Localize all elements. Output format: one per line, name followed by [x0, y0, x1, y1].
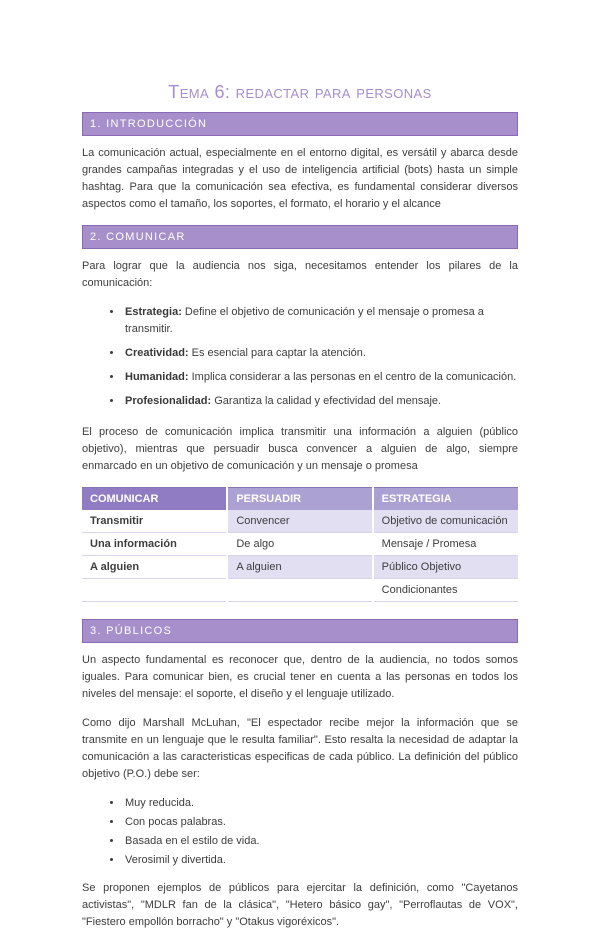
section-heading-publicos: 3. PÚBLICOS	[82, 619, 518, 643]
bullet-label: Estrategia:	[125, 306, 182, 318]
table-cell: Transmitir	[82, 510, 227, 533]
bullet-text: Basada en el estilo de vida.	[125, 835, 260, 847]
bullet-text: Garantiza la calidad y efectividad del mensaje.	[214, 395, 442, 407]
table-cell	[227, 579, 372, 602]
table-cell: Convencer	[227, 510, 372, 533]
table-cell: Objetivo de comunicación	[373, 510, 518, 533]
bullet-text: Verosimil y divertida.	[125, 854, 226, 866]
table-cell: Una información	[82, 533, 227, 556]
bullet-text: Define el objetivo de comunicación y el mensaje o promesa a transmitir.	[125, 306, 484, 335]
section-heading-comunicar: 2. COMUNICAR	[82, 225, 518, 249]
table-header-row	[82, 488, 518, 511]
list-item-humanidad	[123, 369, 518, 386]
table-row	[82, 556, 518, 579]
bullet-text: Muy reducida.	[125, 797, 195, 809]
table-cell: Mensaje / Promesa	[373, 533, 518, 556]
table-cell: De algo	[227, 533, 372, 556]
list-item-estrategia	[123, 304, 518, 338]
table-cell: A alguien	[82, 556, 227, 579]
intro-paragraph: La comunicación actual, especialmente en el entorno digital, es versátil y abarca desde grandes campañas integradas y el uso de inteligencia artificial (bots) hasta un simple hashtag. Para que la comunicación sea efectiva, es fundamental considerar diversos aspectos como el tamaño, los soportes, el formato, el horario y el alcance	[82, 147, 518, 210]
publicos-paragraph-3: Se proponen ejemplos de públicos para ejercitar la definición, como "Cayetanos activistas", "MDLR fan de la clásica", "Hetero básico gay", "Perroflautas de VOX", "Fiestero empollón borracho" y "Otakus vigoréxicos".	[82, 882, 518, 928]
list-item-creatividad	[123, 345, 518, 362]
publicos-paragraph-2: Como dijo Marshall McLuhan, "El espectador recibe mejor la información que se transmite en un lenguaje que le resulta familiar". Esto resalta la necesidad de adaptar la comunicación a las caracteristicas especificas de cada público. La definición del público objetivo (P.O.) debe ser:	[82, 717, 518, 780]
bullet-text: Implica considerar a las personas en el centro de la comunicación.	[191, 371, 517, 383]
po-definition-list	[82, 795, 518, 869]
page-title: Tema 6: redactar para personas	[168, 82, 432, 102]
table-cell: Condicionantes	[373, 579, 518, 602]
publicos-paragraph-1: Un aspecto fundamental es reconocer que, dentro de la audiencia, no todos somos iguales. Para comunicar bien, es crucial tener en cuenta a las personas en todos los niveles del mensaje: el soporte, el diseño y el lenguaje utilizado.	[82, 654, 518, 700]
pillars-list	[82, 304, 518, 410]
list-item	[123, 852, 518, 869]
table-row	[82, 533, 518, 556]
comunicar-persuadir-estrategia-table	[82, 487, 518, 602]
list-item	[123, 814, 518, 831]
table-cell: A alguien	[227, 556, 372, 579]
bullet-label: Profesionalidad:	[125, 395, 212, 407]
bullet-text: Es esencial para captar la atención.	[191, 347, 366, 359]
table-cell: Público Objetivo	[373, 556, 518, 579]
table-row	[82, 579, 518, 602]
list-item	[123, 833, 518, 850]
bullet-text: Con pocas palabras.	[125, 816, 226, 828]
column-header-comunicar: COMUNICAR	[82, 488, 227, 511]
table-row	[82, 510, 518, 533]
bullet-label: Creatividad:	[125, 347, 189, 359]
column-header-persuadir: PERSUADIR	[227, 488, 372, 511]
list-item	[123, 795, 518, 812]
column-header-estrategia: ESTRATEGIA	[373, 488, 518, 511]
comunicar-intro-paragraph: Para lograr que la audiencia nos siga, necesitamos entender los pilares de la comunicación:	[82, 260, 518, 289]
bullet-label: Humanidad:	[125, 371, 189, 383]
section-heading-introduccion: 1. INTRODUCCIÓN	[82, 112, 518, 136]
comunicar-process-paragraph: El proceso de comunicación implica transmitir una información a alguien (público objetivo), mientras que persuadir busca convencer a alguien de algo, siempre enmarcado en un objetivo de comunicación y un mensaje o promesa	[82, 426, 518, 472]
list-item-profesionalidad	[123, 393, 518, 410]
table-cell	[82, 579, 227, 602]
